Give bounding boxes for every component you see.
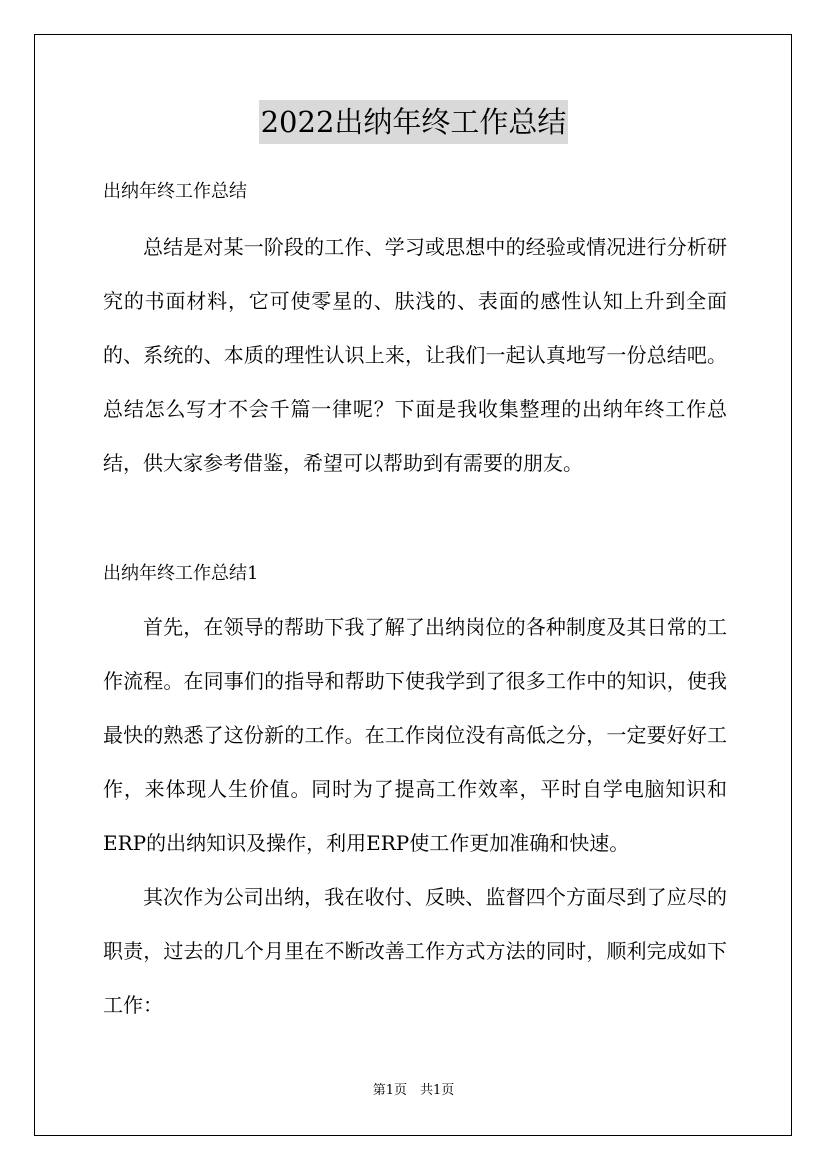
document-title: 2022出纳年终工作总结 [259, 100, 569, 144]
title-container [0, 100, 827, 144]
section1-paragraph-2: 其次作为公司出纳，我在收付、反映、监督四个方面尽到了应尽的职责，过去的几个月里在不断改善工作方式方法的同时，顺利完成如下工作： [103, 885, 727, 1017]
intro-paragraph: 总结是对某一阶段的工作、学习或思想中的经验或情况进行分析研究的书面材料，它可使零星的、肤浅的、表面的感性认知上升到全面的、系统的、本质的理性认识上来，让我们一起认真地写一份总结吧。总结怎么写才不会千篇一律呢？下面是我收集整理的出纳年终工作总结，供大家参考借鉴，希望可以帮助到有需要的朋友。 [103, 235, 727, 475]
section1-paragraph-1: 首先，在领导的帮助下我了解了出纳岗位的各种制度及其日常的工作流程。在同事们的指导和帮助下使我学到了很多工作中的知识，使我最快的熟悉了这份新的工作。在工作岗位没有高低之分，一定要好好工作，来体现人生价值。同时为了提高工作效率，平时自学电脑知识和ERP的出纳知识及操作，利用ERP使工作更加准确和快速。 [103, 615, 727, 855]
page-footer: 第1页 共1页 [372, 1083, 455, 1098]
intro-heading: 出纳年终工作总结 [103, 181, 247, 202]
section1-heading: 出纳年终工作总结1 [103, 563, 259, 584]
